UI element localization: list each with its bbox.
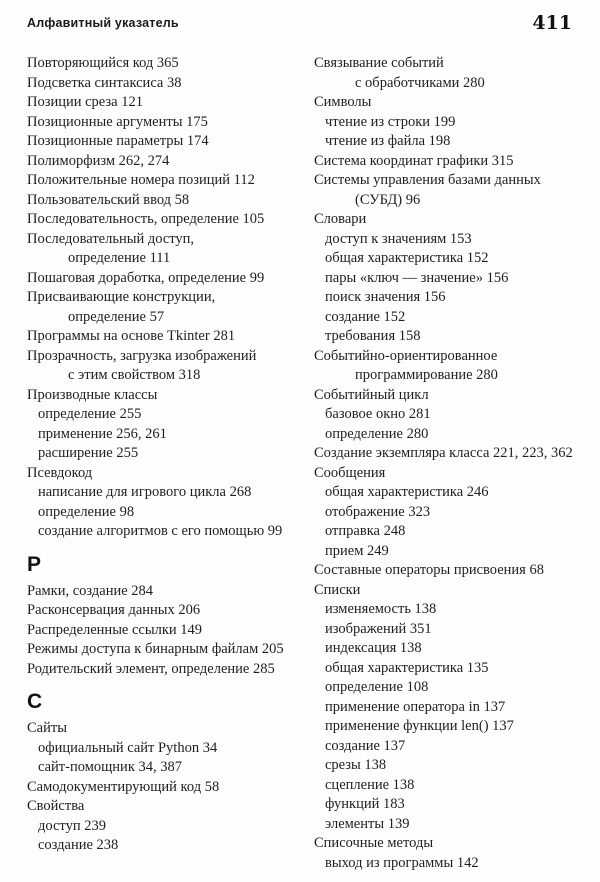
index-entry-main: Событийно-ориентированное [314, 347, 498, 364]
index-column-right [314, 54, 592, 873]
index-entry-sub: общая характеристика 152 [325, 250, 489, 266]
index-entry-main: Последовательный доступ, [27, 230, 195, 247]
index-entry-main: Списки [314, 581, 361, 598]
index-entry-main: Режимы доступа к бинарным файлам 205 [27, 641, 284, 657]
index-entry-sub: написание для игрового цикла 268 [38, 484, 252, 500]
index-entry-main: Списочные методы [314, 835, 434, 851]
index-entry-main: Составные операторы присвоения 68 [314, 562, 544, 578]
index-entry-main: Подсветка синтаксиса 38 [27, 74, 182, 91]
index-entry-cont: определение 57 [68, 308, 165, 325]
index-entry-main: Присваивающие конструкции, [27, 289, 216, 305]
index-entry-sub: прием 249 [325, 542, 389, 559]
index-entry-main: Самодокументирующий код 58 [27, 778, 220, 795]
index-entry-main: Пошаговая доработка, определение 99 [27, 269, 265, 286]
index-entry-main: Словари [314, 211, 367, 227]
index-entry-cont: с этим свойством 318 [68, 367, 201, 383]
index-entry-main: Позиционные аргументы 175 [27, 113, 208, 130]
index-entry-sub: пары «ключ — значение» 156 [325, 269, 509, 286]
index-entry-sub: определение 108 [325, 679, 429, 695]
running-header [27, 12, 572, 34]
index-columns [27, 54, 572, 873]
index-entry-sub: отправка 248 [325, 523, 406, 539]
index-entry-main: Распределенные ссылки 149 [27, 621, 203, 638]
index-entry-sub: требования 158 [325, 328, 421, 344]
index-entry-sub: изменяемость 138 [325, 601, 437, 617]
index-entry-main: Полиморфизм 262, 274 [27, 152, 170, 169]
index-entry-main: Связывание событий [314, 55, 444, 71]
index-entry-main: Расконсервация данных 206 [27, 602, 201, 618]
index-entry-sub: расширение 255 [38, 445, 139, 461]
letter-heading: Р [27, 552, 42, 576]
index-entry-main: Прозрачность, загрузка изображений [27, 347, 257, 364]
page-number: 411 [532, 12, 572, 34]
index-entry-sub: поиск значения 156 [325, 289, 446, 305]
index-entry-sub: сцепление 138 [325, 776, 415, 793]
index-entry-main: Системы управления базами данных [314, 172, 541, 188]
index-entry-sub: функций 183 [325, 796, 405, 812]
index-entry-main: Родительский элемент, определение 285 [27, 660, 275, 677]
index-entry-sub: применение функции len() 137 [325, 718, 514, 734]
index-entry-sub: официальный сайт Python 34 [38, 739, 218, 756]
index-entry-sub: выход из программы 142 [325, 854, 479, 871]
index-entry-cont: (СУБД) 96 [355, 191, 421, 208]
index-entry-main: Событийный цикл [314, 386, 429, 403]
letter-heading: С [27, 690, 43, 713]
index-entry-sub: применение 256, 261 [38, 425, 167, 442]
index-entry-sub: определение 98 [38, 503, 135, 520]
index-entry-sub: сайт-помощник 34, 387 [38, 759, 182, 775]
index-entry-sub: создание 137 [325, 737, 406, 754]
index-entry-sub: чтение из строки 199 [325, 113, 456, 130]
index-entry-main: Псевдокод [27, 464, 93, 481]
index-entry-sub: индексация 138 [325, 640, 422, 656]
index-entry-sub: чтение из файла 198 [325, 133, 451, 149]
index-entry-sub: изображений 351 [325, 620, 432, 637]
index-entry-sub: определение 280 [325, 425, 429, 442]
index-entry-main: Повторяющийся код 365 [27, 55, 179, 71]
index-entry-sub: общая характеристика 246 [325, 484, 489, 500]
index-entry-sub: общая характеристика 135 [325, 659, 489, 676]
index-entry-main: Сообщения [314, 464, 386, 481]
index-entry-sub: доступ 239 [38, 817, 106, 834]
index-entry-main: Последовательность, определение 105 [27, 211, 265, 227]
index-entry-sub: базовое окно 281 [325, 406, 431, 422]
index-entry-main: Позиции среза 121 [27, 94, 143, 110]
index-entry-sub: элементы 139 [325, 815, 410, 832]
running-header-title: Алфавитный указатель [27, 16, 179, 30]
index-entry-sub: отображение 323 [325, 503, 431, 520]
index-entry-main: Система координат графики 315 [314, 152, 514, 169]
index-entry-main: Свойства [27, 798, 85, 814]
index-entry-main: Символы [314, 94, 372, 110]
index-entry-cont: определение 111 [68, 250, 171, 266]
index-entry-cont: с обработчиками 280 [355, 74, 485, 91]
index-entry-sub: создание алгоритмов с его помощью 99 [38, 523, 283, 539]
index-entry-main: Рамки, создание 284 [27, 582, 154, 599]
index-entry-sub: создание 152 [325, 308, 406, 325]
index-entry-main: Позиционные параметры 174 [27, 133, 209, 149]
index-entry-main: Сайты [27, 720, 67, 736]
index-entry-sub: доступ к значениям 153 [325, 230, 472, 247]
index-entry-cont: программирование 280 [355, 367, 498, 383]
index-column-left [27, 54, 305, 873]
index-entry-sub: срезы 138 [325, 757, 387, 773]
index-entry-sub: применение оператора in 137 [325, 698, 506, 715]
index-entry-main: Положительные номера позиций 112 [27, 172, 255, 188]
index-entry-main: Производные классы [27, 386, 158, 403]
index-entry-sub: определение 255 [38, 406, 142, 422]
index-entry-main: Программы на основе Tkinter 281 [27, 328, 236, 344]
index-entry-main: Пользовательский ввод 58 [27, 191, 190, 208]
index-entry-sub: создание 238 [38, 837, 119, 853]
index-entry-main: Создание экземпляра класса 221, 223, 362 [314, 445, 573, 461]
